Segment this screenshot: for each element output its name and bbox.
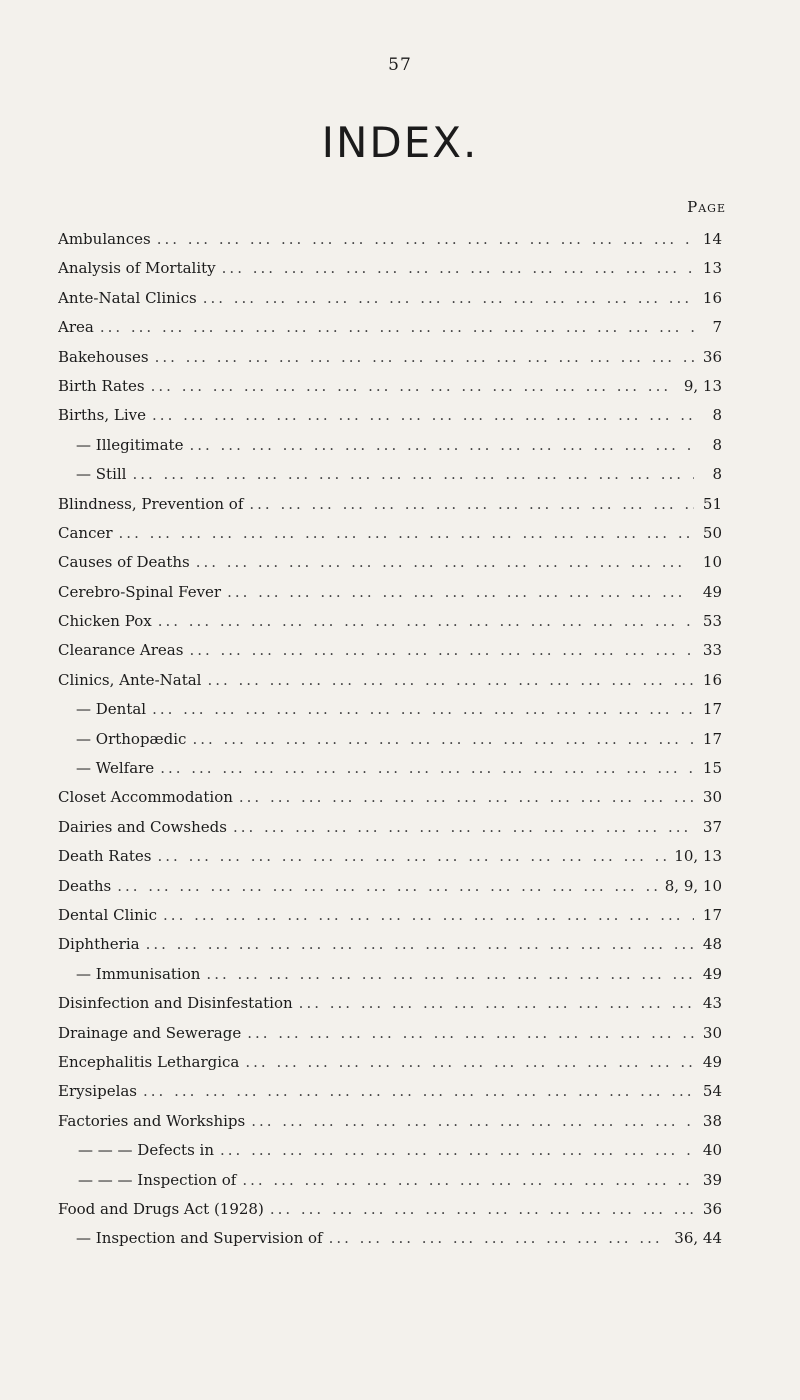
entry-label: Death Rates [58,847,152,866]
entry-label: Factories and Workships [58,1111,246,1130]
index-subentry [58,1141,722,1170]
dot-leader [163,906,694,924]
index-entry [58,612,722,641]
entry-label: Causes of Deaths [58,553,190,572]
dot-leader [117,877,659,895]
index-entry [58,377,722,406]
index-entry [58,553,722,582]
index-entries [58,230,722,1259]
page-column-header: Page [687,198,726,216]
entry-page: 9, 13 [683,376,722,395]
dot-leader [146,935,694,953]
entry-label: Diphtheria [58,935,140,954]
index-entry [58,348,722,377]
dot-leader [143,1082,694,1100]
entry-label: — — — Inspection of [78,1170,237,1189]
index-entry [58,877,722,906]
entry-label: Disinfection and Disinfestation [58,994,293,1013]
index-entry [58,1200,722,1229]
dot-leader [206,965,694,983]
dot-leader [189,641,694,659]
dot-leader [196,553,694,571]
entry-page: 17 [702,729,722,748]
entry-page: 7 [712,318,722,337]
dot-leader [227,583,694,601]
index-subentry [58,1229,722,1258]
entry-label: — Welfare [76,759,155,778]
entry-label: Birth Rates [58,376,145,395]
dot-leader [158,612,694,630]
dot-leader [203,289,694,307]
index-entry [58,1024,722,1053]
dot-leader [157,230,694,248]
entry-label: Closet Accommodation [58,788,233,807]
index-entry [58,583,722,612]
dot-leader [220,1141,694,1159]
entry-label: Clearance Areas [58,641,184,660]
entry-page: 16 [702,670,722,689]
index-entry [58,230,722,259]
index-subentry [58,730,722,759]
entry-label: — — — Defects in [78,1141,214,1160]
dot-leader [251,1112,694,1130]
entry-page: 50 [702,523,722,542]
dot-leader [152,700,694,718]
entry-page: 16 [702,288,722,307]
index-entry [58,935,722,964]
dot-leader [239,788,694,806]
entry-page: 36 [702,347,722,366]
index-entry [58,1053,722,1082]
dot-leader [233,818,694,836]
index-entry [58,1082,722,1111]
entry-label: Bakehouses [58,347,149,366]
index-subentry [58,700,722,729]
entry-label: — Orthopædic [76,729,187,748]
dot-leader [160,759,694,777]
entry-page: 36, 44 [674,1229,722,1248]
index-entry [58,788,722,817]
index-entry [58,847,722,876]
entry-label: Chicken Pox [58,612,152,631]
index-entry [58,318,722,347]
index-subentry [58,965,722,994]
entry-page: 10, 13 [674,847,722,866]
entry-label: Cerebro-Spinal Fever [58,582,222,601]
entry-label: — Inspection and Supervision of [76,1229,323,1248]
entry-label: Erysipelas [58,1082,138,1101]
entry-label: Food and Drugs Act (1928) [58,1199,264,1218]
entry-page: 39 [702,1170,722,1189]
entry-page: 8 [712,465,722,484]
index-entry [58,994,722,1023]
entry-label: — Dental [76,700,147,719]
entry-page: 10 [702,553,722,572]
entry-page: 30 [702,1023,722,1042]
dot-leader [158,847,669,865]
entry-label: Ambulances [58,230,151,248]
dot-leader [155,348,694,366]
index-entry [58,495,722,524]
dot-leader [192,730,694,748]
dot-leader [329,1229,669,1247]
entry-page: 54 [702,1082,722,1101]
dot-leader [207,671,694,689]
dot-leader [222,259,694,277]
entry-page: 48 [702,935,722,954]
dot-leader [132,465,694,483]
entry-page: 36 [702,1199,722,1218]
entry-page: 8 [712,435,722,454]
dot-leader [189,436,694,454]
index-subentry [58,465,722,494]
entry-page: 15 [702,759,722,778]
entry-page: 49 [702,964,722,983]
entry-label: Analysis of Mortality [58,259,216,278]
index-entry [58,818,722,847]
entry-page: 43 [702,994,722,1013]
entry-page: 49 [702,1052,722,1071]
entry-page: 8 [712,406,722,425]
index-entry [58,289,722,318]
dot-leader [245,1053,694,1071]
index-subentry [58,436,722,465]
dot-leader [152,406,694,424]
entry-page: 37 [702,817,722,836]
entry-label: Blindness, Prevention of [58,494,244,513]
entry-page: 17 [702,700,722,719]
entry-page: 17 [702,905,722,924]
entry-label: Area [58,318,94,337]
dot-leader [247,1024,694,1042]
entry-page: 40 [702,1141,722,1160]
dot-leader [151,377,678,395]
page-number: 57 [388,55,412,75]
dot-leader [299,994,694,1012]
dot-leader [100,318,694,336]
entry-page: 8, 9, 10 [664,876,722,895]
entry-label: Clinics, Ante-Natal [58,670,202,689]
dot-leader [119,524,694,542]
entry-label: Cancer [58,523,113,542]
dot-leader [249,495,694,513]
entry-label: Dairies and Cowsheds [58,817,227,836]
entry-label: Deaths [58,876,112,895]
entry-label: Ante-Natal Clinics [58,288,197,307]
entry-page: 53 [702,612,722,631]
index-entry [58,524,722,553]
entry-page: 51 [702,494,722,513]
entry-page: 38 [702,1111,722,1130]
index-subentry [58,1171,722,1200]
index-entry [58,406,722,435]
entry-page: 30 [702,788,722,807]
entry-page: 33 [702,641,722,660]
dot-leader [242,1171,694,1189]
entry-label: Drainage and Sewerage [58,1023,242,1042]
dot-leader [270,1200,694,1218]
index-entry [58,671,722,700]
index-title: INDEX. [321,118,479,167]
entry-page: 49 [702,582,722,601]
entry-label: — Illegitimate [76,435,184,454]
entry-label: Encephalitis Lethargica [58,1052,240,1071]
index-entry [58,641,722,670]
index-entry [58,906,722,935]
entry-page: 14 [702,230,722,248]
index-subentry [58,759,722,788]
index-entry [58,259,722,288]
entry-label: Dental Clinic [58,905,158,924]
entry-page: 13 [702,259,722,278]
entry-label: — Immunisation [76,964,201,983]
entry-label: — Still [76,465,127,484]
entry-label: Births, Live [58,406,147,425]
index-entry [58,1112,722,1141]
